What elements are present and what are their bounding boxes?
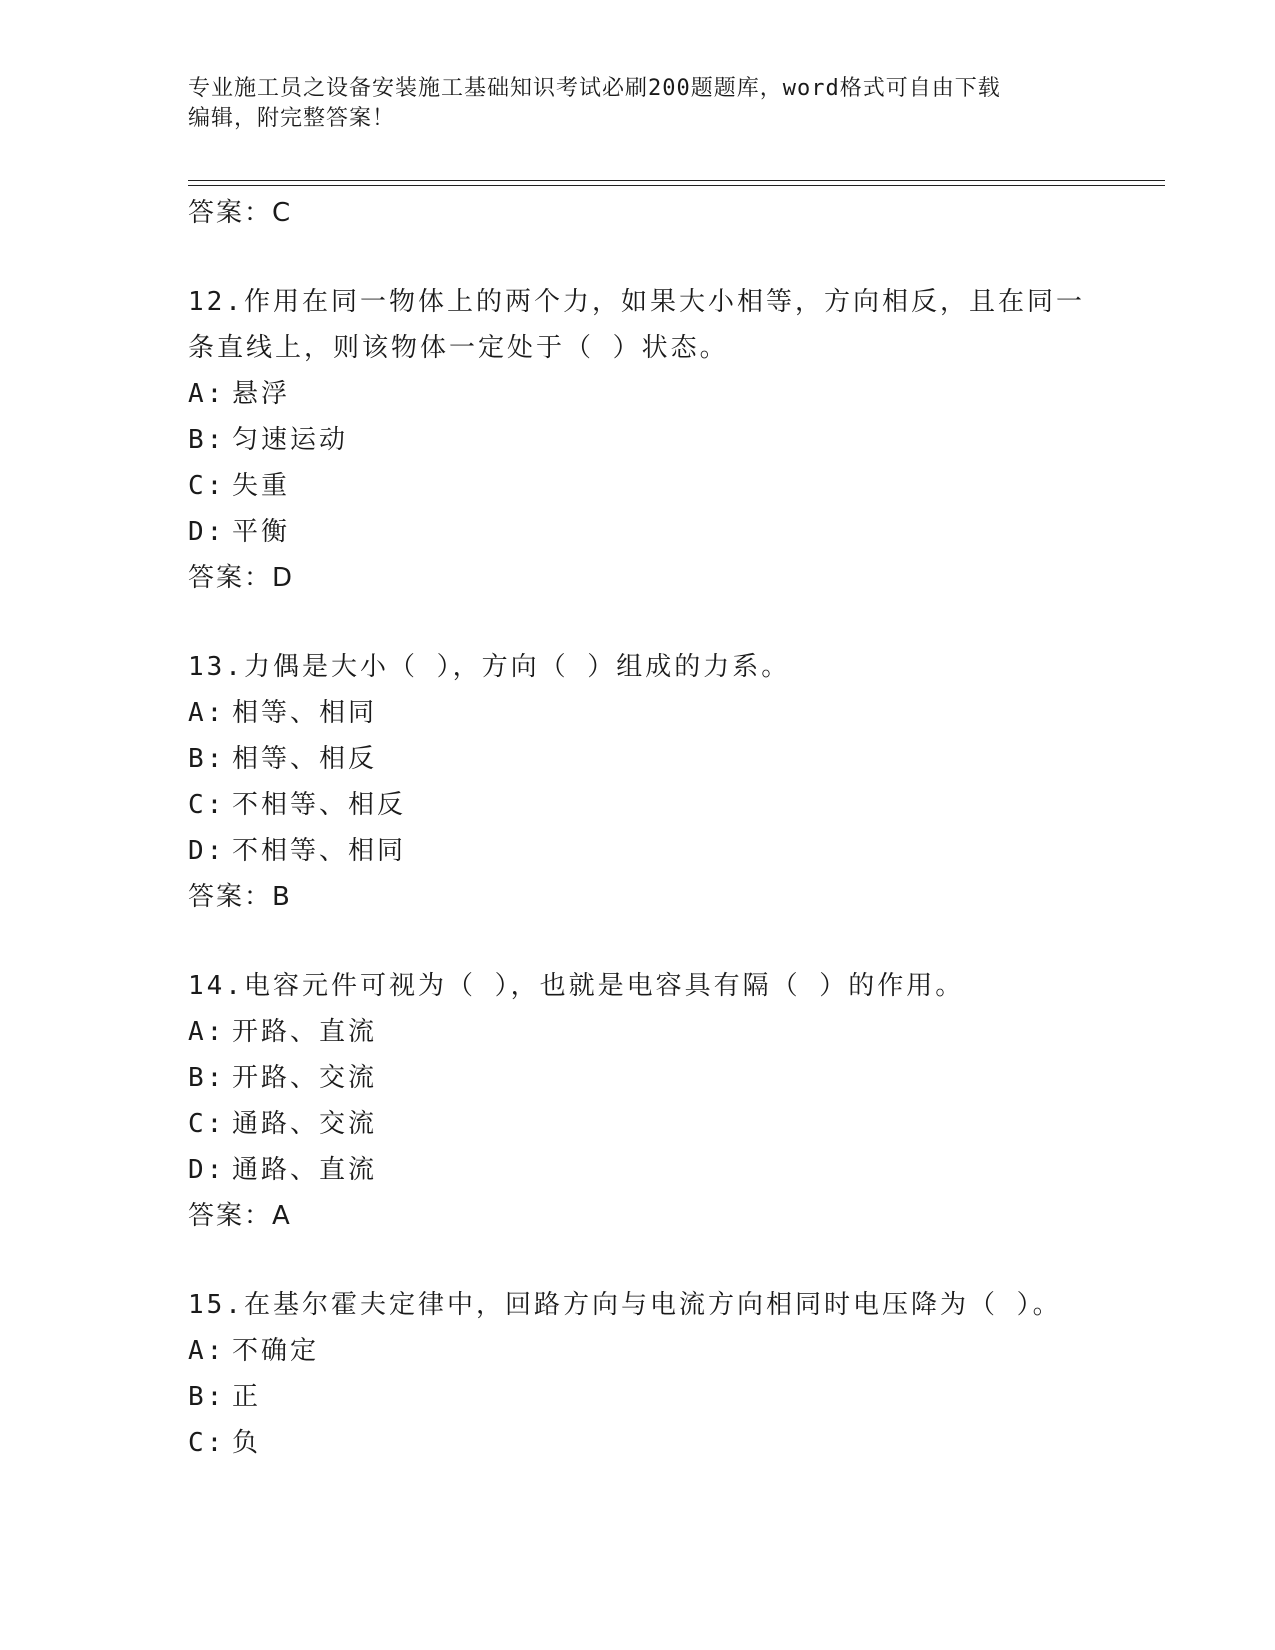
header-divider-bottom — [188, 185, 1165, 186]
option-text: 悬浮 — [232, 379, 291, 409]
option-a — [188, 690, 1088, 736]
answer-prefix: 答案： — [188, 882, 273, 912]
option-c — [188, 463, 1088, 509]
option-a — [188, 371, 1088, 417]
answer-line — [188, 190, 1088, 236]
option-text: 不确定 — [232, 1336, 320, 1366]
answer-value: B — [272, 882, 292, 912]
option-text: 负 — [232, 1428, 262, 1458]
option-b — [188, 736, 1088, 782]
option-letter: B: — [188, 425, 226, 455]
option-text: 相等、相同 — [232, 698, 378, 728]
answer-value: C — [272, 198, 293, 228]
option-letter: A: — [188, 698, 226, 728]
answer-line — [188, 555, 1088, 601]
option-b — [188, 1055, 1088, 1101]
option-letter: D: — [188, 1155, 226, 1185]
option-letter: C: — [188, 790, 226, 820]
option-letter: C: — [188, 471, 226, 501]
option-text: 匀速运动 — [232, 425, 349, 455]
option-letter: D: — [188, 836, 226, 866]
option-letter: B: — [188, 1063, 226, 1093]
option-a — [188, 1328, 1088, 1374]
option-text: 开路、交流 — [232, 1063, 378, 1093]
option-text: 相等、相反 — [232, 744, 378, 774]
option-c — [188, 1420, 1088, 1466]
question-stem — [188, 1282, 1088, 1328]
header-line-2: 编辑，附完整答案！ — [188, 106, 396, 131]
header-line-1: 专业施工员之设备安装施工基础知识考试必刷200题题库，word格式可自由下载 — [188, 76, 1001, 101]
answer-prefix: 答案： — [188, 1201, 273, 1231]
answer-prefix: 答案： — [188, 563, 273, 593]
option-c — [188, 1101, 1088, 1147]
option-b — [188, 1374, 1088, 1420]
question-stem-line: 12.作用在同一物体上的两个力，如果大小相等，方向相反，且在同一 — [188, 287, 1085, 317]
option-c — [188, 782, 1088, 828]
option-d — [188, 509, 1088, 555]
option-letter: A: — [188, 1336, 226, 1366]
answer-line — [188, 1193, 1088, 1239]
question-item — [188, 1282, 1088, 1466]
option-letter: A: — [188, 379, 226, 409]
question-stem — [188, 963, 1088, 1009]
document-header — [188, 74, 1088, 134]
option-a — [188, 1009, 1088, 1055]
option-letter: B: — [188, 1382, 226, 1412]
option-text: 通路、直流 — [232, 1155, 378, 1185]
question-list — [188, 190, 1088, 1466]
option-text: 通路、交流 — [232, 1109, 378, 1139]
question-item — [188, 279, 1088, 601]
question-item — [188, 963, 1088, 1239]
answer-line — [188, 874, 1088, 920]
option-b — [188, 417, 1088, 463]
option-d — [188, 828, 1088, 874]
header-divider-top — [188, 180, 1165, 181]
question-item — [188, 644, 1088, 920]
answer-value: D — [272, 563, 295, 593]
option-letter: A: — [188, 1017, 226, 1047]
answer-value: A — [272, 1201, 292, 1231]
question-stem-line: 15.在基尔霍夫定律中，回路方向与电流方向相同时电压降为（ ）。 — [188, 1290, 1062, 1320]
option-d — [188, 1147, 1088, 1193]
option-letter: C: — [188, 1109, 226, 1139]
answer-prefix: 答案： — [188, 198, 273, 228]
question-stem-line: 条直线上，则该物体一定处于（ ）状态。 — [188, 333, 729, 363]
option-letter: D: — [188, 517, 226, 547]
option-text: 不相等、相反 — [232, 790, 407, 820]
option-text: 开路、直流 — [232, 1017, 378, 1047]
option-text: 失重 — [232, 471, 291, 501]
option-text: 正 — [232, 1382, 262, 1412]
option-text: 不相等、相同 — [232, 836, 407, 866]
option-text: 平衡 — [232, 517, 291, 547]
question-stem-line: 13.力偶是大小（ ），方向（ ）组成的力系。 — [188, 652, 791, 682]
question-stem-line: 14.电容元件可视为（ ），也就是电容具有隔（ ）的作用。 — [188, 971, 965, 1001]
question-stem — [188, 644, 1088, 690]
option-letter: B: — [188, 744, 226, 774]
option-letter: C: — [188, 1428, 226, 1458]
question-stem — [188, 279, 1088, 371]
